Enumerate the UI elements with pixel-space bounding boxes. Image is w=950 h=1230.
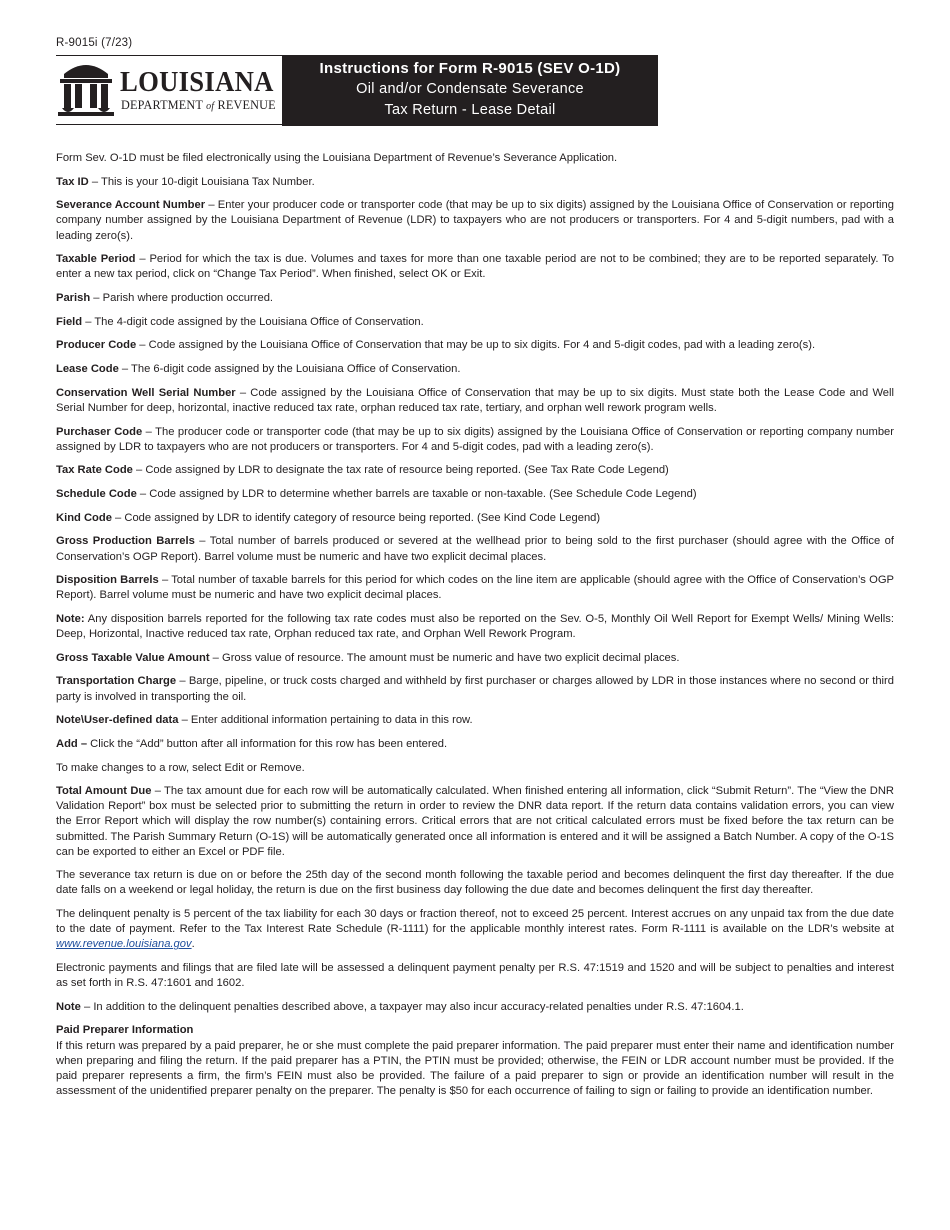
item-conservation-well-serial-number <box>56 386 894 416</box>
term-tax-id: Tax ID <box>56 175 89 188</box>
term-gross-taxable-value-amount: Gross Taxable Value Amount <box>56 651 210 664</box>
item-gross-taxable-value-amount <box>56 651 894 666</box>
desc-disposition-barrels: – Total number of taxable barrels for this period for which codes on the line item are applicable (should agree with the Office of Conservation’s OGP Report). Barrel volume must be numeric and have two explicit decimal places. <box>56 574 895 602</box>
item-parish <box>56 291 894 306</box>
logo-dept-of: of <box>206 101 215 112</box>
ldr-logo <box>56 55 282 125</box>
changes-paragraph: To make changes to a row, select Edit or Remove. <box>56 761 305 774</box>
paid-preparer-title: Paid Preparer Information <box>56 1024 194 1037</box>
item-taxable-period <box>56 252 894 282</box>
form-title: Instructions for Form R-9015 (SEV O-1D) <box>319 60 621 77</box>
term-kind-code: Kind Code <box>56 511 112 524</box>
form-subtitle-2: Tax Return - Lease Detail <box>384 102 556 118</box>
paid-preparer-text: If this return was prepared by a paid preparer, he or she must complete the paid preparer information. The paid preparer must enter their name and identification number when preparing and filing the return. If the paid preparer has a PTIN, the PTIN must be provided; otherwise, the FEIN or LDR account number must be provided. If the paid preparer represents a firm, the firm’s FEIN must also be provided. The failure of a paid preparer to sign or provide an identification number will result in the assessment of the unidentified preparer penalty on the preparer. The penalty is $50 for each occurrence of failing to sign or failing to provide an identification number. <box>56 1039 894 1097</box>
logo-rule-top <box>56 55 282 56</box>
capitol-building-icon <box>56 62 116 120</box>
item-severance-account-number <box>56 198 894 243</box>
item-disposition-barrels <box>56 573 894 603</box>
desc-transportation-charge: – Barge, pipeline, or truck costs charged and withheld by first purchaser or charges allowed by LDR in those instances where no second or third party is involved in transporting the oil. <box>56 675 894 703</box>
penalty-paragraph <box>56 907 894 952</box>
term-total-amount-due: Total Amount Due <box>56 785 152 798</box>
item-add <box>56 737 894 752</box>
desc-conservation-well-serial-number: – Code assigned by the Louisiana Office of Conservation that may be up to six digits. Must state both the Lease Code and Well Serial Number for deep, horizontal, inactive reduced tax rate, orphan reduced tax rate, tertiary, and orphan well rework program wells. <box>56 386 895 414</box>
logo-dept-post: REVENUE <box>217 98 276 112</box>
term-taxable-period: Taxable Period <box>56 253 136 266</box>
desc-purchaser-code: – The producer code or transporter code (that may be up to six digits) assigned by the Louisiana Office of Conservation or reporting company number assigned by LDR to taxpayers who are not producers or transporters. For 4 and 5-digit codes, pad with a leading zero(s). <box>56 425 894 453</box>
form-subtitle-1: Oil and/or Condensate Severance <box>356 81 584 97</box>
term-tax-rate-code: Tax Rate Code <box>56 464 133 477</box>
term-note: Note: <box>56 612 85 625</box>
term-user-defined-data: Note\User-defined data <box>56 714 179 727</box>
item-user-defined-data <box>56 713 894 728</box>
desc-parish: – Parish where production occurred. <box>90 292 274 305</box>
desc-total-amount-due: – The tax amount due for each row will be automatically calculated. When finished entering all information, click “Submit Return”. The “View the DNR Validation Report” box must be selected prior to submitting the return in order to review the DNR data report. If the return data contains validation errors, you can view the Error Report which will display the row number(s) containing errors. Critical errors that are not critical calculated errors must be fixed before the tax return can be submitted. The Parish Summary Return (O-1S) will be automatically generated once all information is entered and it will be assigned a Batch Number. A copy of the O-1S can be exported to either an Excel or PDF file. <box>56 785 894 858</box>
instructions-body <box>56 151 894 1108</box>
desc-producer-code: – Code assigned by the Louisiana Office of Conservation that may be up to six digits. For 4 and 5-digit codes, pad with a leading zero(s). <box>136 339 816 352</box>
item-lease-code <box>56 362 894 377</box>
due-date-paragraph: The severance tax return is due on or before the 25th day of the second month following the taxable period and becomes delinquent the first day thereafter. If the due date falls on a weekend or legal holiday, the return is due on the first business day following the due date and becomes delinquent the first day thereafter. <box>56 869 894 897</box>
desc-taxable-period: – Period for which the tax is due. Volumes and taxes for more than one taxable period are not to be combined; they are to be reported separately. To enter a new tax period, click on “Change Tax Period”. When finished, select OK or Exit. <box>56 253 894 281</box>
desc-tax-id: – This is your 10-digit Louisiana Tax Number. <box>88 175 315 188</box>
paid-preparer-section <box>56 1023 894 1098</box>
item-total-amount-due <box>56 784 894 859</box>
term-conservation-well-serial-number: Conservation Well Serial Number <box>56 386 236 399</box>
term-field: Field <box>56 315 83 328</box>
term-parish: Parish <box>56 292 91 305</box>
term-schedule-code: Schedule Code <box>56 488 137 501</box>
intro-paragraph: Form Sev. O-1D must be filed electronically using the Louisiana Department of Revenue’s Severance Application. <box>56 152 618 164</box>
term-add: Add – <box>56 737 88 750</box>
item-tax-id <box>56 175 894 190</box>
desc-gross-production-barrels: – Total number of barrels produced or severed at the wellhead prior to being sold to the first purchaser (should agree with the Office of Conservation’s OGP Report). Barrel volume must be numeric and have two explicit decimal places. <box>56 535 894 563</box>
electronic-payments-paragraph: Electronic payments and filings that are filed late will be assessed a delinquent payment penalty per R.S. 47:1519 and 1520 and will be subject to penalties and interest as set forth in R.S. 47:1601 and 1602. <box>56 962 894 990</box>
penalty-text: The delinquent penalty is 5 percent of the tax liability for each 30 days or fraction thereof, not to exceed 25 percent. Interest accrues on any unpaid tax from the due date to the date of payment. Refer to the Tax Interest Rate Schedule (R-1111) for the applicable monthly interest rates. Form R-1111 is available on the LDR’s website at <box>56 908 894 936</box>
term-final-note: Note <box>56 1000 81 1013</box>
term-disposition-barrels: Disposition Barrels <box>56 574 159 587</box>
item-purchaser-code <box>56 425 894 455</box>
ldr-website-link[interactable]: www.revenue.louisiana.gov <box>56 938 192 951</box>
desc-tax-rate-code: – Code assigned by LDR to designate the tax rate of resource being reported. (See Tax Rate Code Legend) <box>132 464 669 477</box>
term-severance-account-number: Severance Account Number <box>56 199 206 212</box>
penalty-end: . <box>191 938 195 951</box>
term-producer-code: Producer Code <box>56 339 137 352</box>
term-gross-production-barrels: Gross Production Barrels <box>56 535 195 548</box>
desc-schedule-code: – Code assigned by LDR to determine whether barrels are taxable or non-taxable. (See Schedule Code Legend) <box>136 488 697 501</box>
item-transportation-charge <box>56 674 894 704</box>
desc-user-defined-data: – Enter additional information pertaining to data in this row. <box>178 714 473 727</box>
desc-kind-code: – Code assigned by LDR to identify category of resource being reported. (See Kind Code Legend) <box>111 511 601 524</box>
logo-name: LOUISIANA <box>120 66 274 98</box>
item-gross-production-barrels <box>56 534 894 564</box>
item-note-disposition <box>56 612 894 642</box>
logo-department <box>121 98 276 113</box>
desc-gross-taxable-value-amount: – Gross value of resource. The amount must be numeric and have two explicit decimal places. <box>209 651 680 664</box>
item-kind-code <box>56 511 894 526</box>
item-final-note <box>56 1000 894 1015</box>
title-box <box>282 55 658 126</box>
logo-dept-pre: DEPARTMENT <box>121 98 203 112</box>
desc-lease-code: – The 6-digit code assigned by the Louisiana Office of Conservation. <box>118 363 461 376</box>
form-id: R-9015i (7/23) <box>56 37 133 49</box>
item-producer-code <box>56 338 894 353</box>
item-tax-rate-code <box>56 463 894 478</box>
item-schedule-code <box>56 487 894 502</box>
desc-severance-account-number: – Enter your producer code or transporter code (that may be up to six digits) assigned by the Louisiana Office of Conservation or reporting company number assigned by the Louisiana Department of Revenue (LDR) to taxpayers who are not producers or transporters. For 4 and 5-digit numbers, pad with a leading zero(s). <box>56 199 894 242</box>
desc-final-note: – In addition to the delinquent penalties described above, a taxpayer may also incur accuracy-related penalties under R.S. 47:1604.1. <box>80 1000 744 1013</box>
logo-rule-bottom <box>56 124 282 125</box>
desc-add: Click the “Add” button after all information for this row has been entered. <box>87 737 448 750</box>
term-lease-code: Lease Code <box>56 363 119 376</box>
desc-field: – The 4-digit code assigned by the Louisiana Office of Conservation. <box>82 315 424 328</box>
item-field <box>56 315 894 330</box>
term-purchaser-code: Purchaser Code <box>56 425 143 438</box>
term-transportation-charge: Transportation Charge <box>56 675 177 688</box>
desc-note-disposition: Any disposition barrels reported for the following tax rate codes must also be reported on the Sev. O-5, Monthly Oil Well Report for Exempt Wells/ Mining Wells: Deep, Horizontal, Inactive reduced tax rate, Orphan reduced tax rate, and Orphan Well Rework Program. <box>56 612 894 641</box>
